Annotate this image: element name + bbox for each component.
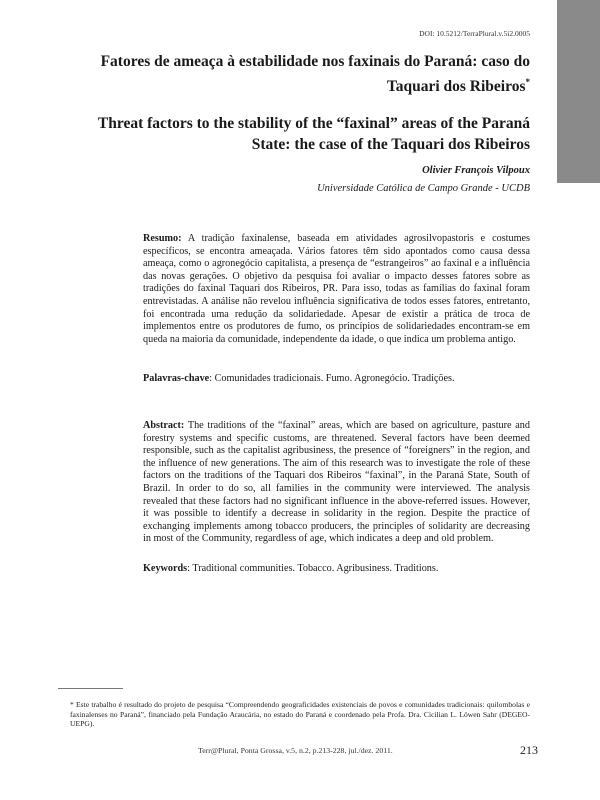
portuguese-title-text: Fatores de ameaça à estabilidade nos faxinais do Paraná: caso do Taquari dos Ribeiros	[100, 53, 530, 96]
author-affiliation: Universidade Católica de Campo Grande - UCDB	[317, 183, 530, 194]
resumo-block	[143, 233, 530, 346]
journal-citation: Terr@Plural, Ponta Grossa, v.5, n.2, p.213-228, jul./dez. 2011.	[198, 746, 393, 755]
resumo-label: Resumo:	[143, 233, 182, 244]
author-name: Olivier François Vilpoux	[422, 165, 530, 176]
footnote: * Este trabalho é resultado do projeto de pesquisa “Compreendendo geograficidades existenciais de povos e comunidades tradicionais: quilombolas e faxinalenses no Paraná”, financiado pela Fundação Araucária, no estado do Paraná e coordenado pela Profa. Dra. Cicilian L. Löwen Sahr (DEGEO-UEPG).	[70, 700, 530, 728]
footnote-divider	[58, 688, 123, 689]
english-title: Threat factors to the stability of the “faxinal” areas of the Paraná State: the case of the Taquari dos Ribeiros	[97, 115, 530, 153]
side-color-bar	[557, 0, 600, 183]
keywords-label: Keywords	[143, 563, 188, 574]
palavras-chave-label: Palavras-chave	[143, 373, 210, 384]
portuguese-title	[100, 52, 530, 97]
title-footnote-marker: *	[525, 77, 530, 87]
resumo-text: A tradição faxinalense, baseada em atividades agrosilvopastoris e costumes específicos, se encontra ameaçada. Vários fatores têm sido apontados como causa dessa ameaça, como o agronegócio capitalista, a presença de “estrangeiros” ao faxinal e a influência das novas gerações. O objetivo da pesquisa foi avaliar o impacto desses fatores sobre as tradições do faxinal Taquari dos Ribeiros, PR. Para isso, todas as famílias do faxinal foram entrevistadas. A análise não revelou influência significativa de todos esses fatores, entretanto, foi encontrada uma redução da solidariedade. Apesar de existir a prática de troca de implementos entre os produtores de fumo, os princípios de solidariedades encontram-se em queda na maioria da comunidade, independente da idade, o que indica um problema antigo.	[143, 233, 530, 345]
palavras-chave-block	[143, 373, 530, 386]
abstract-label: Abstract:	[143, 420, 185, 431]
page-number: 213	[520, 743, 538, 757]
abstract-text: The traditions of the “faxinal” areas, which are based on agriculture, pasture and forestry systems and specific customs, are threatened. Several factors have been deemed responsible, such as the capitalist agribusiness, the presence of “foreigners” in the region, and the influence of new generations. The aim of this research was to investigate the role of these factors on the traditions of the Taquari dos Ribeiros “faxinal”, in the Paraná State, South of Brazil. In order to do so, all families in the community were interviewed. The analysis revealed that these factors had no significant influence in the above-referred issues. However, it was possible to identify a decrease in solidarity in the region. Despite the practice of exchanging implements among tobacco producers, the principles of solidarity are decreasing in most of the Community, regardless of age, which indicates a deep and old problem.	[143, 420, 530, 545]
keywords-block	[143, 563, 530, 576]
doi-label: DOI: 10.5212/TerraPlural.v.5i2.0005	[419, 29, 530, 38]
palavras-chave-text: : Comunidades tradicionais. Fumo. Agronegócio. Tradições.	[209, 373, 455, 384]
keywords-text: : Traditional communities. Tobacco. Agribusiness. Traditions.	[187, 563, 439, 574]
abstract-block	[143, 420, 530, 546]
